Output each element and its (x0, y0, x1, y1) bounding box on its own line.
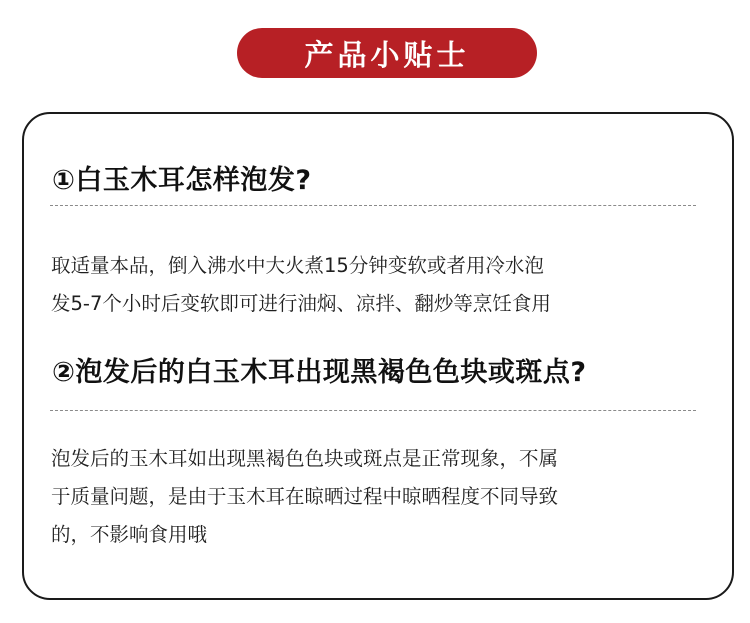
answer-line: 泡发后的玉木耳如出现黑褐色色块或斑点是正常现象，不属 (51, 447, 559, 470)
tip-question-1: ①白玉木耳怎样泡发? (52, 165, 312, 196)
dashed-divider (50, 410, 696, 411)
tip-answer-1 (51, 247, 701, 323)
tips-card (22, 112, 734, 600)
answer-line: 取适量本品，倒入沸水中大火煮15分钟变软或者用冷水泡 (51, 254, 544, 277)
tip-answer-2 (51, 440, 701, 554)
answer-line: 发5-7个小时后变软即可进行油焖、凉拌、翻炒等烹饪食用 (51, 292, 551, 315)
dashed-divider (50, 205, 696, 206)
section-title-banner (237, 28, 537, 78)
section-title: 产品小贴士 (304, 37, 470, 72)
tip-question-2: ②泡发后的白玉木耳出现黑褐色色块或斑点? (52, 357, 587, 388)
answer-line: 于质量问题，是由于玉木耳在晾晒过程中晾晒程度不同导致 (51, 485, 559, 508)
answer-line: 的，不影响食用哦 (51, 523, 208, 546)
